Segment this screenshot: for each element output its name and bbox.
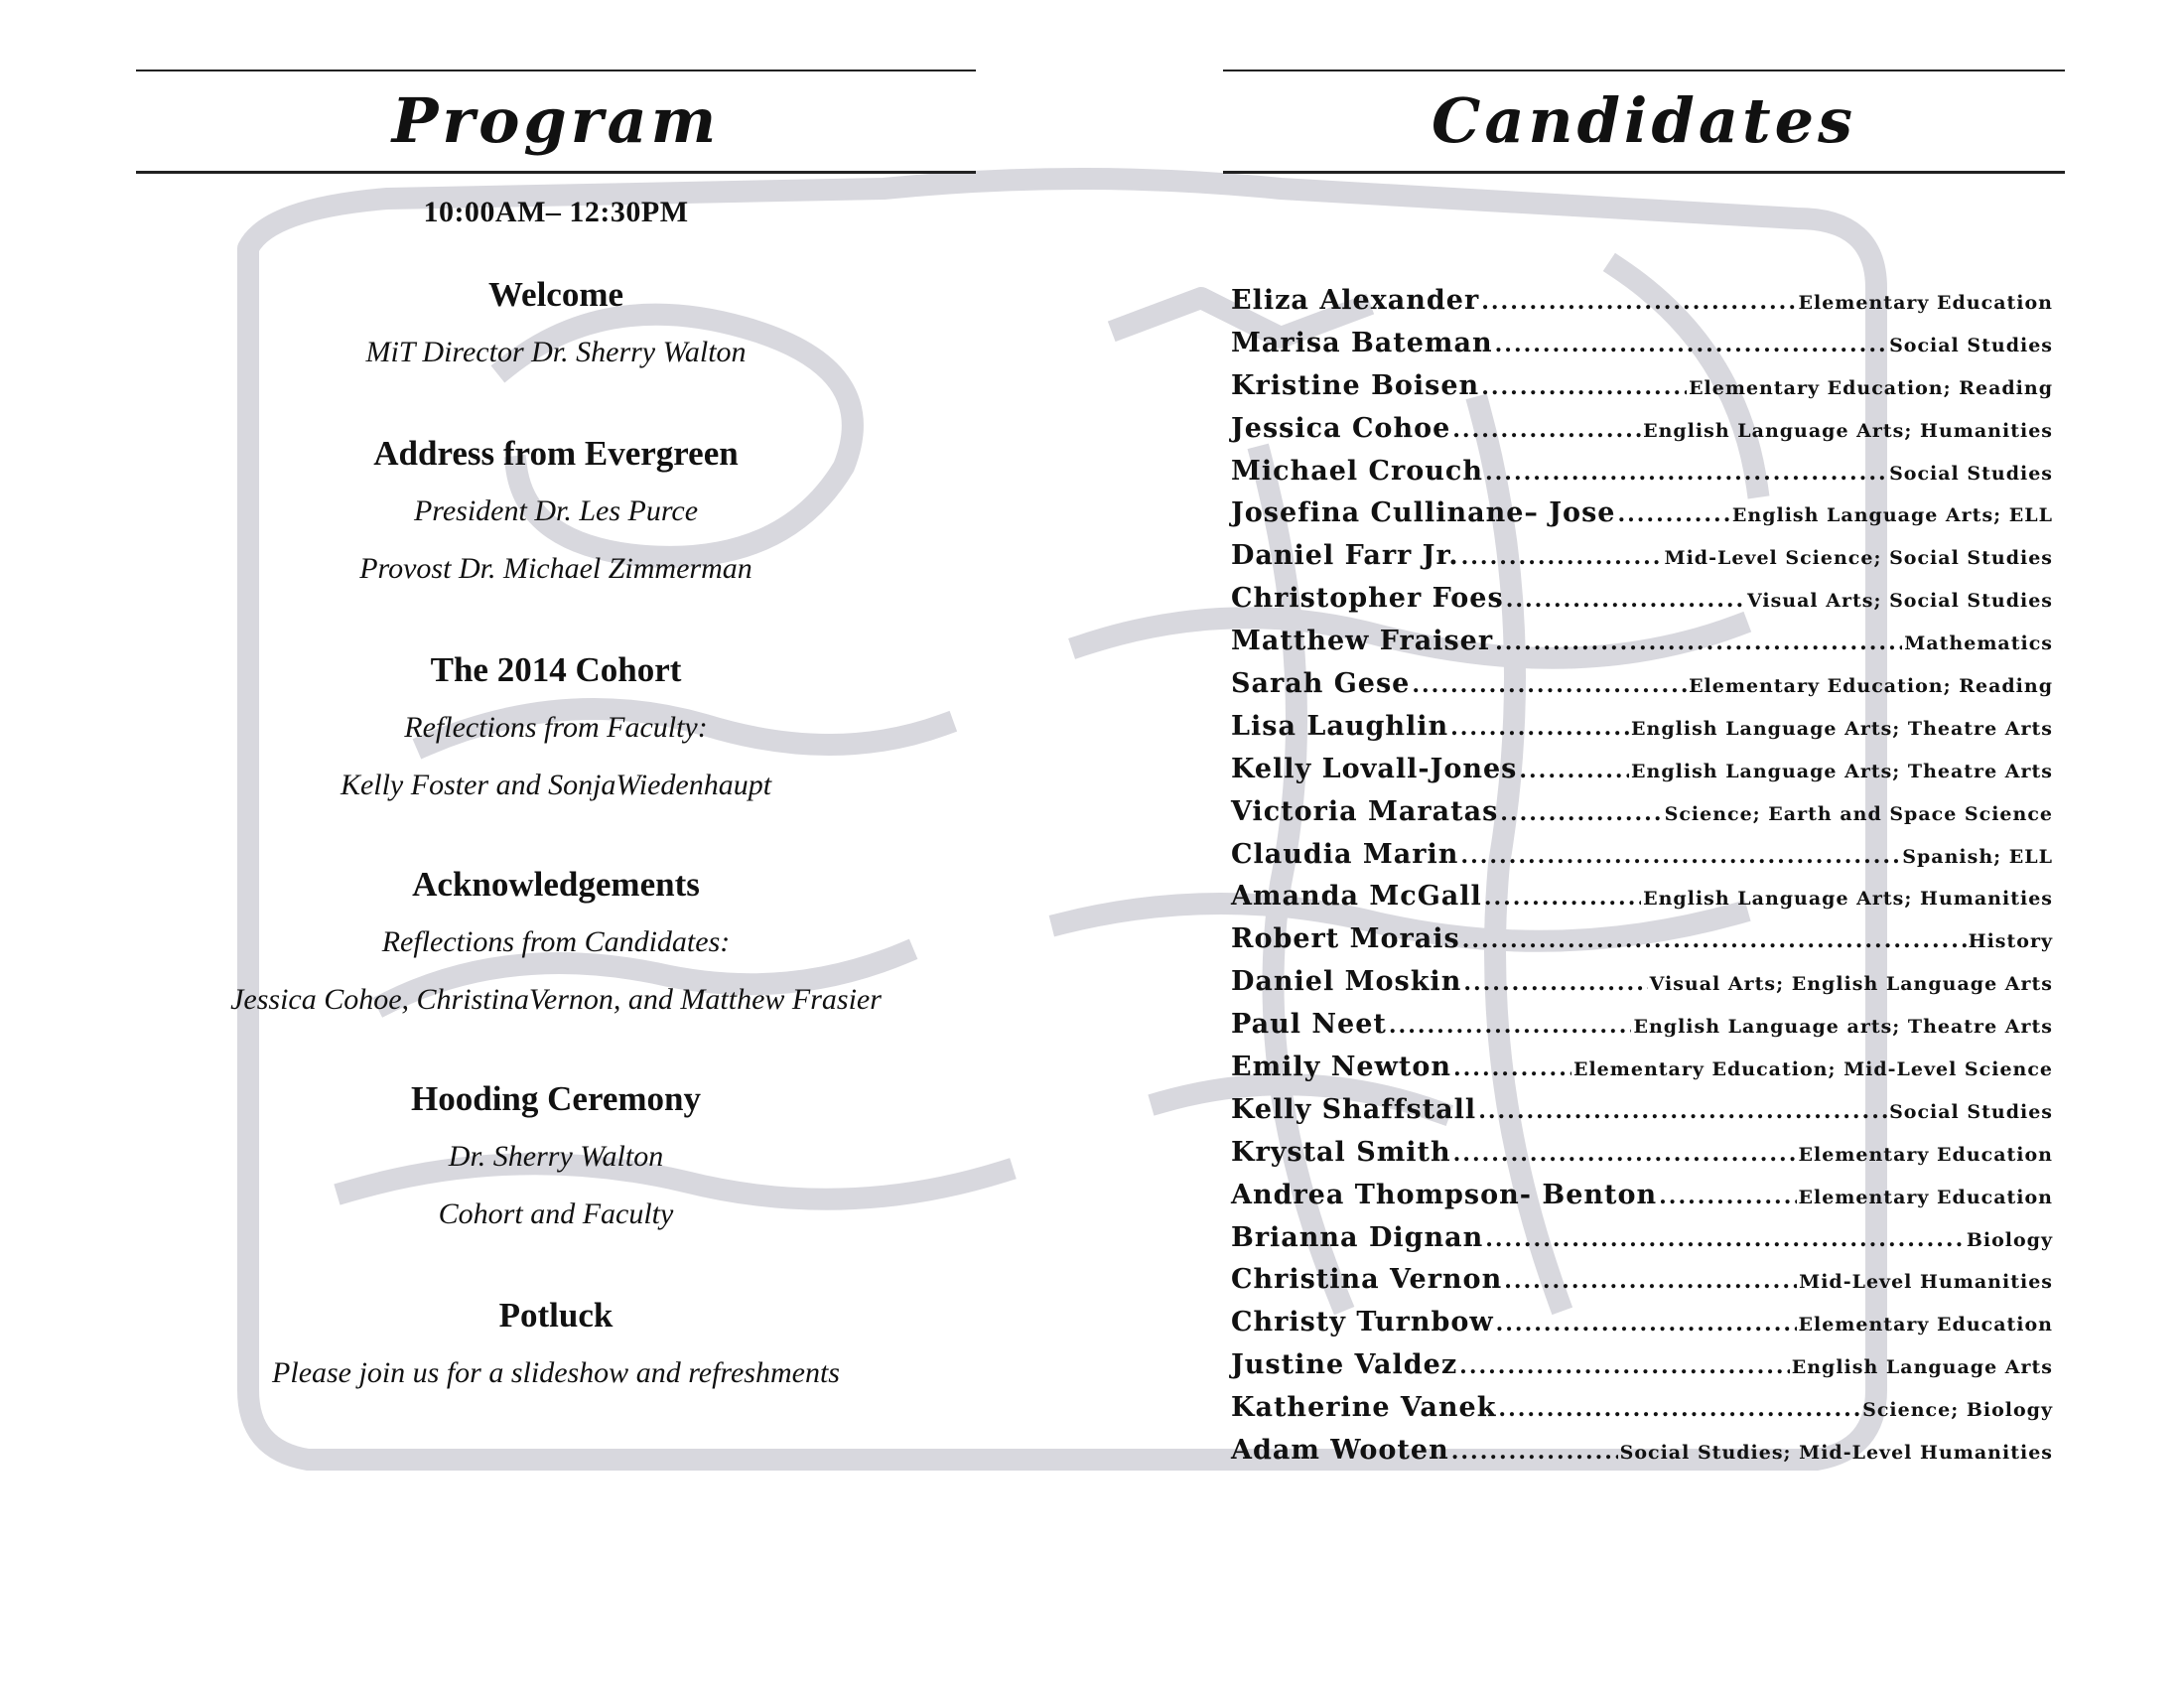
candidate-name: Emily Newton [1231, 1052, 1451, 1083]
candidate-name: Andrea Thompson- Benton [1231, 1179, 1658, 1210]
dot-leader [1617, 501, 1729, 527]
dot-leader [1412, 672, 1687, 698]
candidate-row [1231, 497, 2053, 540]
program-time: 10:00AM– 12:30PM [423, 196, 689, 228]
candidate-subject: English Language Arts; Theatre Arts [1631, 717, 2053, 740]
candidate-subject: English Language Arts; Humanities [1643, 419, 2053, 442]
dot-leader [1450, 715, 1629, 741]
candidate-name: Robert Morais [1231, 923, 1460, 955]
section-line: Please join us for a slideshow and refreshments [272, 1356, 840, 1389]
candidate-row [1231, 328, 2053, 370]
section-line: Dr. Sherry Walton [448, 1140, 664, 1173]
candidate-subject: English Language Arts; ELL [1731, 504, 2053, 527]
candidate-row [1231, 1009, 2053, 1052]
candidate-name: Josefina Cullinane– Jose [1231, 497, 1616, 529]
candidate-row [1231, 839, 2053, 882]
candidate-row [1231, 540, 2053, 583]
candidate-row [1231, 1222, 2053, 1265]
dot-leader [1519, 758, 1629, 783]
dot-leader [1485, 1226, 1965, 1252]
program-bottom-rule [136, 171, 976, 174]
candidate-row [1231, 1180, 2053, 1222]
program-section-welcome [136, 273, 976, 374]
section-line: Cohort and Faculty [438, 1197, 674, 1230]
dot-leader [1481, 374, 1687, 400]
candidate-name: Kelly Shaffstall [1231, 1093, 1477, 1125]
candidate-name: Daniel Farr Jr. [1231, 540, 1459, 572]
dot-leader [1462, 927, 1967, 953]
candidate-row [1231, 285, 2053, 328]
candidate-name: Kelly Lovall-Jones [1231, 753, 1518, 784]
dot-leader [1451, 1439, 1618, 1465]
dot-leader [1452, 417, 1641, 443]
candidate-row [1231, 1349, 2053, 1392]
program-panel [136, 70, 976, 1395]
candidate-row [1231, 370, 2053, 413]
dot-leader [1484, 885, 1641, 911]
candidate-name: Paul Neet [1231, 1009, 1387, 1041]
candidates-panel [1223, 70, 2065, 1477]
dot-leader [1389, 1013, 1632, 1039]
section-line: President Dr. Les Purce [413, 494, 699, 527]
candidate-row [1231, 1307, 2053, 1349]
candidate-name: Christy Turnbow [1231, 1307, 1494, 1338]
candidate-subject: English Language arts; Theatre Arts [1633, 1016, 2053, 1039]
candidate-row [1231, 626, 2053, 668]
candidate-subject: Mid-Level Humanities [1799, 1271, 2053, 1294]
dot-leader [1496, 1311, 1797, 1336]
candidate-name: Victoria Maratas [1231, 795, 1499, 827]
candidate-name: Daniel Moskin [1231, 966, 1462, 998]
candidate-row [1231, 668, 2053, 711]
candidate-subject: History [1968, 930, 2053, 953]
candidate-row [1231, 796, 2053, 839]
candidate-subject: Social Studies; Mid-Level Humanities [1619, 1442, 2053, 1465]
section-heading: Hooding Ceremony [411, 1079, 701, 1118]
program-section-cohort [136, 648, 976, 807]
candidate-name: Jessica Cohoe [1231, 412, 1451, 444]
candidate-subject: Science; Earth and Space Science [1664, 802, 2053, 825]
candidate-subject: Social Studies [1889, 1100, 2053, 1123]
candidate-name: Eliza Alexander [1231, 285, 1480, 316]
dot-leader [1500, 800, 1662, 826]
candidate-row [1231, 1137, 2053, 1180]
dot-leader [1495, 630, 1902, 655]
candidate-subject: Mathematics [1904, 633, 2053, 655]
dot-leader [1498, 1396, 1860, 1422]
candidate-row [1231, 966, 2053, 1009]
section-heading: Address from Evergreen [373, 434, 739, 473]
section-line: Kelly Foster and SonjaWiedenhaupt [340, 769, 772, 801]
candidate-row [1231, 456, 2053, 498]
candidate-subject: Elementary Education; Reading [1689, 675, 2053, 698]
candidates-bottom-rule [1223, 171, 2065, 174]
dot-leader [1463, 970, 1647, 996]
candidate-row [1231, 711, 2053, 754]
program-section-address [136, 432, 976, 591]
section-line: Provost Dr. Michael Zimmerman [359, 552, 752, 585]
candidate-name: Claudia Marin [1231, 838, 1459, 870]
dot-leader [1495, 332, 1887, 357]
section-heading: Welcome [487, 275, 624, 314]
candidate-subject: Elementary Education [1798, 1186, 2053, 1208]
candidate-name: Michael Crouch [1231, 455, 1483, 487]
candidate-row [1231, 583, 2053, 626]
candidate-row [1231, 881, 2053, 923]
candidate-name: Brianna Dignan [1231, 1221, 1484, 1253]
candidate-subject: Visual Arts; Social Studies [1746, 590, 2053, 613]
candidate-subject: English Language Arts [1791, 1356, 2053, 1379]
candidate-subject: English Language Arts; Humanities [1643, 888, 2053, 911]
dot-leader [1485, 460, 1887, 486]
section-line: MiT Director Dr. Sherry Walton [365, 336, 747, 368]
candidate-subject: Visual Arts; English Language Arts [1649, 973, 2053, 996]
dot-leader [1506, 587, 1745, 613]
candidate-name: Lisa Laughlin [1231, 710, 1449, 742]
candidates-title: Candidates [1431, 84, 1856, 157]
candidate-subject: Elementary Education; Reading [1689, 376, 2053, 399]
section-line: Reflections from Candidates: [381, 925, 731, 958]
candidate-row [1231, 923, 2053, 966]
dot-leader [1478, 1098, 1887, 1124]
candidate-row [1231, 754, 2053, 796]
candidate-row [1231, 413, 2053, 456]
candidate-list [1231, 285, 2053, 1477]
candidate-name: Marisa Bateman [1231, 327, 1493, 358]
candidate-name: Krystal Smith [1231, 1136, 1451, 1168]
candidate-subject: English Language Arts; Theatre Arts [1631, 760, 2053, 782]
candidate-subject: Biology [1966, 1228, 2053, 1251]
section-line: Reflections from Faculty: [404, 711, 708, 744]
candidate-name: Christina Vernon [1231, 1264, 1503, 1296]
program-section-acknowledgements [136, 863, 976, 1022]
candidate-row [1231, 1392, 2053, 1435]
dot-leader [1481, 289, 1796, 315]
dot-leader [1461, 544, 1663, 570]
section-heading: Potluck [498, 1296, 614, 1335]
candidate-subject: Elementary Education [1798, 1143, 2053, 1166]
candidate-name: Sarah Gese [1231, 668, 1411, 700]
program-title: Program [391, 84, 721, 157]
candidate-name: Katherine Vanek [1231, 1392, 1497, 1424]
candidate-subject: Elementary Education [1798, 292, 2053, 314]
dot-leader [1504, 1268, 1797, 1294]
dot-leader [1453, 1141, 1797, 1167]
candidate-name: Justine Valdez [1231, 1349, 1458, 1381]
candidate-name: Amanda McGall [1231, 881, 1482, 913]
candidate-subject: Elementary Education [1798, 1314, 2053, 1336]
dot-leader [1659, 1184, 1796, 1209]
candidate-row [1231, 1264, 2053, 1307]
dot-leader [1460, 843, 1900, 869]
candidate-name: Matthew Fraiser [1231, 626, 1494, 657]
candidate-row [1231, 1435, 2053, 1477]
dot-leader [1459, 1353, 1790, 1379]
candidate-subject: Elementary Education; Mid-Level Science [1572, 1058, 2053, 1081]
candidate-name: Christopher Foes [1231, 583, 1504, 615]
section-line: Jessica Cohoe, ChristinaVernon, and Matthew Frasier [230, 983, 882, 1016]
program-section-hooding [136, 1077, 976, 1236]
candidate-row [1231, 1052, 2053, 1094]
candidate-subject: Social Studies [1889, 334, 2053, 356]
candidate-name: Adam Wooten [1231, 1435, 1449, 1467]
candidate-row [1231, 1094, 2053, 1137]
candidate-subject: Social Studies [1889, 462, 2053, 485]
candidate-subject: Spanish; ELL [1902, 845, 2053, 868]
program-section-potluck [136, 1294, 976, 1395]
candidate-subject: Mid-Level Science; Social Studies [1664, 547, 2053, 570]
section-heading: Acknowledgements [412, 865, 700, 904]
dot-leader [1453, 1055, 1571, 1081]
section-heading: The 2014 Cohort [430, 650, 682, 689]
candidate-subject: Science; Biology [1862, 1399, 2053, 1422]
candidate-name: Kristine Boisen [1231, 369, 1480, 401]
